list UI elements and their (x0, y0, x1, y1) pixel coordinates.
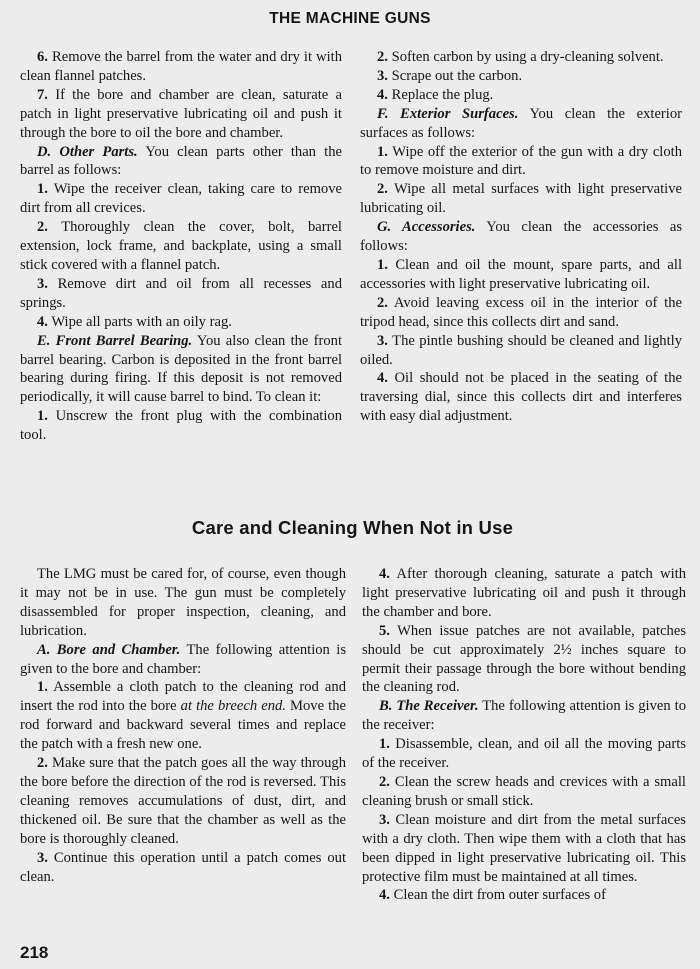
paragraph (360, 218, 682, 256)
paragraph-text: Avoid leaving excess oil in the interior of the tripod head, since this collects dirt and sand. (360, 294, 682, 330)
paragraph (362, 811, 686, 887)
paragraph (360, 143, 682, 181)
paragraph-text: Assemble a cloth patch to the cleaning rod and insert the rod into the bore (20, 679, 346, 715)
item-number: 4. (377, 370, 388, 387)
page-number: 218 (20, 943, 49, 962)
paragraph-text: The following attention is given to the bore and chamber: (20, 641, 346, 677)
item-number: 3. (379, 811, 390, 828)
paragraph-text: Replace the plug. (391, 86, 494, 103)
paragraph (360, 256, 682, 294)
paragraph (20, 48, 342, 86)
subsection-heading: G. Accessories. (377, 219, 476, 236)
subsection-heading: D. Other Parts. (37, 143, 138, 160)
paragraph (20, 86, 342, 143)
paragraph-text: Wipe the receiver clean, taking care to remove dirt from all crevices. (20, 181, 342, 217)
running-head: THE MACHINE GUNS (269, 10, 431, 27)
paragraph-text: Clean the dirt from outer surfaces of (393, 887, 606, 904)
paragraph (362, 697, 686, 735)
top-left-column (20, 48, 342, 445)
item-number: 7. (37, 86, 48, 103)
item-number: 3. (377, 67, 388, 84)
item-number: 6. (37, 49, 48, 65)
paragraph-text: The following attention is given to the receiver: (362, 698, 686, 734)
paragraph-text: Move the rod forward and backward several times and replace the patch with a fresh new one. (20, 698, 346, 753)
subsection-heading: F. Exterior Surfaces. (377, 105, 519, 122)
paragraph (362, 735, 686, 773)
paragraph-text: You clean parts other than the barrel as follows: (20, 143, 342, 179)
paragraph (20, 565, 346, 641)
item-number: 4. (377, 86, 388, 103)
item-number: 3. (37, 849, 48, 866)
paragraph (360, 180, 682, 218)
paragraph-text: Disassemble, clean, and oil all the moving parts of the receiver. (362, 736, 686, 772)
paragraph (20, 143, 342, 181)
item-number: 2. (377, 49, 388, 65)
paragraph (360, 369, 682, 426)
paragraph-text: Wipe off the exterior of the gun with a dry cloth to remove moisture and dirt. (360, 143, 682, 179)
item-number: 4. (379, 566, 390, 582)
section-heading: Care and Cleaning When Not in Use (191, 517, 514, 538)
bottom-right-column (362, 565, 686, 905)
paragraph-text: Unscrew the front plug with the combination tool. (20, 408, 342, 444)
paragraph-text: Remove dirt and oil from all recesses and springs. (20, 275, 342, 311)
item-number: 4. (379, 887, 390, 904)
italic-text: at the breech end. (180, 698, 286, 715)
paragraph (362, 622, 686, 698)
paragraph-text: The LMG must be cared for, of course, even though it may not be in use. The gun must be completely disassembled for proper inspection, cleaning, and lubrication. (20, 566, 346, 639)
paragraph-text: You clean the exterior surfaces as follows: (360, 105, 683, 141)
item-number: 3. (37, 275, 48, 292)
paragraph (360, 86, 682, 105)
subsection-heading: B. The Receiver. (379, 698, 479, 715)
paragraph (360, 332, 682, 370)
paragraph (360, 67, 682, 86)
paragraph (360, 105, 682, 143)
paragraph-text: Make sure that the patch goes all the way through the bore before the direction of the rod is reversed. This cleaning removes accumulations of dust, dirt, and thickened oil. Be sure that the chamber as well as the bore is thoroughly cleaned. (20, 755, 346, 847)
paragraph (20, 641, 346, 679)
paragraph (20, 754, 346, 849)
item-number: 5. (379, 622, 390, 639)
item-number: 4. (37, 313, 48, 330)
paragraph (20, 849, 346, 887)
item-number: 1. (37, 408, 48, 425)
paragraph-text: Soften carbon by using a dry-cleaning solvent. (391, 49, 664, 65)
item-number: 1. (37, 181, 48, 198)
item-number: 1. (377, 143, 388, 160)
paragraph-text: If the bore and chamber are clean, saturate a patch in light preservative lubricating oil and push it through the bore to oil the bore and chamber. (20, 86, 343, 141)
paragraph (20, 218, 342, 275)
paragraph-text: When issue patches are not available, patches should be cut approximately 2½ inches square to permit their passage through the bore without bending the cleaning rod. (362, 622, 686, 696)
paragraph-text: The pintle bushing should be cleaned and lightly oiled. (360, 332, 682, 368)
paragraph (360, 294, 682, 332)
paragraph-text: Thoroughly clean the cover, bolt, barrel extension, lock frame, and backplate, using a small stick covered with a flannel patch. (20, 219, 342, 273)
paragraph-text: After thorough cleaning, saturate a patch with light preservative lubricating oil and push it through the chamber and bore. (362, 566, 686, 620)
paragraph (362, 565, 686, 622)
subsection-heading: A. Bore and Chamber. (37, 641, 181, 658)
item-number: 3. (377, 332, 388, 349)
bottom-left-column (20, 565, 346, 886)
paragraph (362, 773, 686, 811)
paragraph (20, 407, 342, 445)
item-number: 2. (37, 755, 48, 772)
subsection-heading: E. Front Barrel Bearing. (37, 332, 193, 349)
paragraph-text: Clean moisture and dirt from the metal surfaces with a dry cloth. Then wipe them with a cloth that has been dipped in light preservative lubricating oil. This protective film must be maintained at all times. (362, 811, 686, 885)
paragraph (20, 275, 342, 313)
paragraph (360, 48, 682, 67)
item-number: 1. (37, 679, 48, 696)
item-number: 2. (379, 773, 390, 790)
paragraph-text: Scrape out the carbon. (391, 67, 523, 84)
item-number: 2. (377, 181, 388, 198)
top-right-column (360, 48, 682, 426)
paragraph-text: You clean the accessories as follows: (360, 219, 683, 255)
paragraph (20, 678, 346, 754)
paragraph-text: Remove the barrel from the water and dry it with clean flannel patches. (20, 49, 342, 84)
paragraph-text: You also clean the front barrel bearing. Carbon is deposited in the front barrel bearing during firing. If this deposit is not removed periodically, it will cause barrel to bind. To clean it: (20, 332, 343, 406)
paragraph-text: Wipe all parts with an oily rag. (51, 313, 232, 330)
paragraph (20, 313, 342, 332)
paragraph-text: Clean the screw heads and crevices with a small cleaning brush or small stick. (362, 773, 686, 809)
paragraph (20, 332, 342, 408)
paragraph-text: Clean and oil the mount, spare parts, and all accessories with light preservative lubricating oil. (360, 256, 682, 292)
item-number: 1. (379, 736, 390, 753)
item-number: 1. (377, 256, 388, 273)
paragraph-text: Oil should not be placed in the seating of the traversing dial, since this collects dirt and interferes with easy dial adjustment. (360, 370, 682, 425)
item-number: 2. (377, 294, 388, 311)
paragraph (362, 886, 686, 905)
paragraph-text: Wipe all metal surfaces with light preservative lubricating oil. (360, 181, 682, 217)
paragraph-text: Continue this operation until a patch comes out clean. (20, 849, 346, 885)
paragraph (20, 180, 342, 218)
item-number: 2. (37, 219, 48, 236)
